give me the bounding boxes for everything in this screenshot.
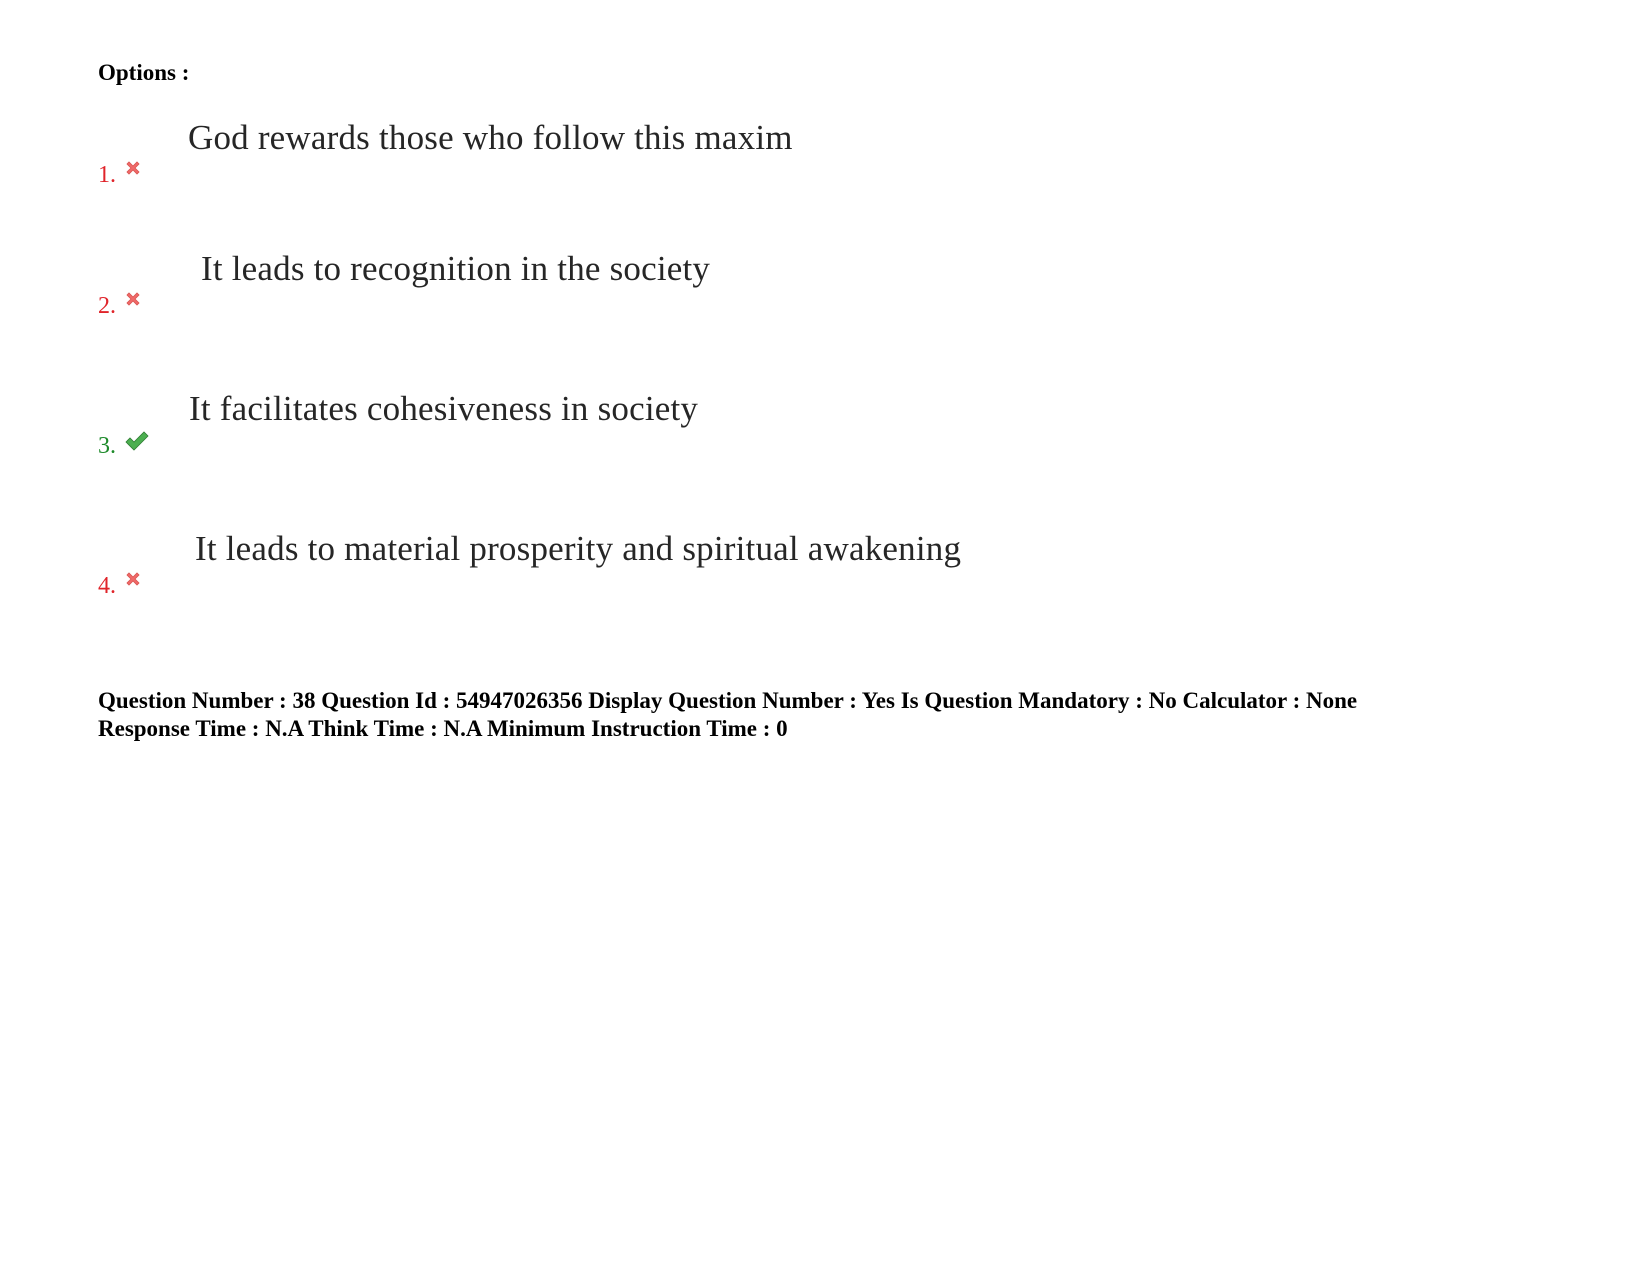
cross-icon: [124, 570, 142, 588]
option-4-number: 4.: [98, 573, 116, 599]
option-2-text: It leads to recognition in the society: [201, 249, 711, 288]
option-1-marker: [98, 162, 142, 189]
option-4-marker: [98, 573, 142, 600]
option-4-text: It leads to material prosperity and spiritual awakening: [195, 529, 962, 568]
option-2: [98, 249, 1498, 349]
option-4: [98, 529, 1498, 629]
option-3-marker: [98, 433, 150, 460]
question-metadata: [98, 687, 1558, 743]
option-1-number: 1.: [98, 162, 116, 188]
option-3-number: 3.: [98, 433, 116, 459]
check-icon: [124, 430, 150, 452]
option-1-text: God rewards those who follow this maxim: [188, 118, 793, 157]
option-2-number: 2.: [98, 293, 116, 319]
cross-icon: [124, 290, 142, 308]
option-1: [98, 118, 1498, 218]
option-3: [98, 389, 1498, 489]
question-metadata-line-2: Response Time : N.A Think Time : N.A Minimum Instruction Time : 0: [98, 716, 788, 741]
option-2-marker: [98, 293, 142, 320]
question-metadata-line-1: Question Number : 38 Question Id : 54947026356 Display Question Number : Yes Is Question Mandatory : No Calculator : None: [98, 688, 1358, 713]
cross-icon: [124, 159, 142, 177]
option-3-text: It facilitates cohesiveness in society: [189, 389, 699, 428]
options-heading: Options :: [98, 60, 190, 85]
